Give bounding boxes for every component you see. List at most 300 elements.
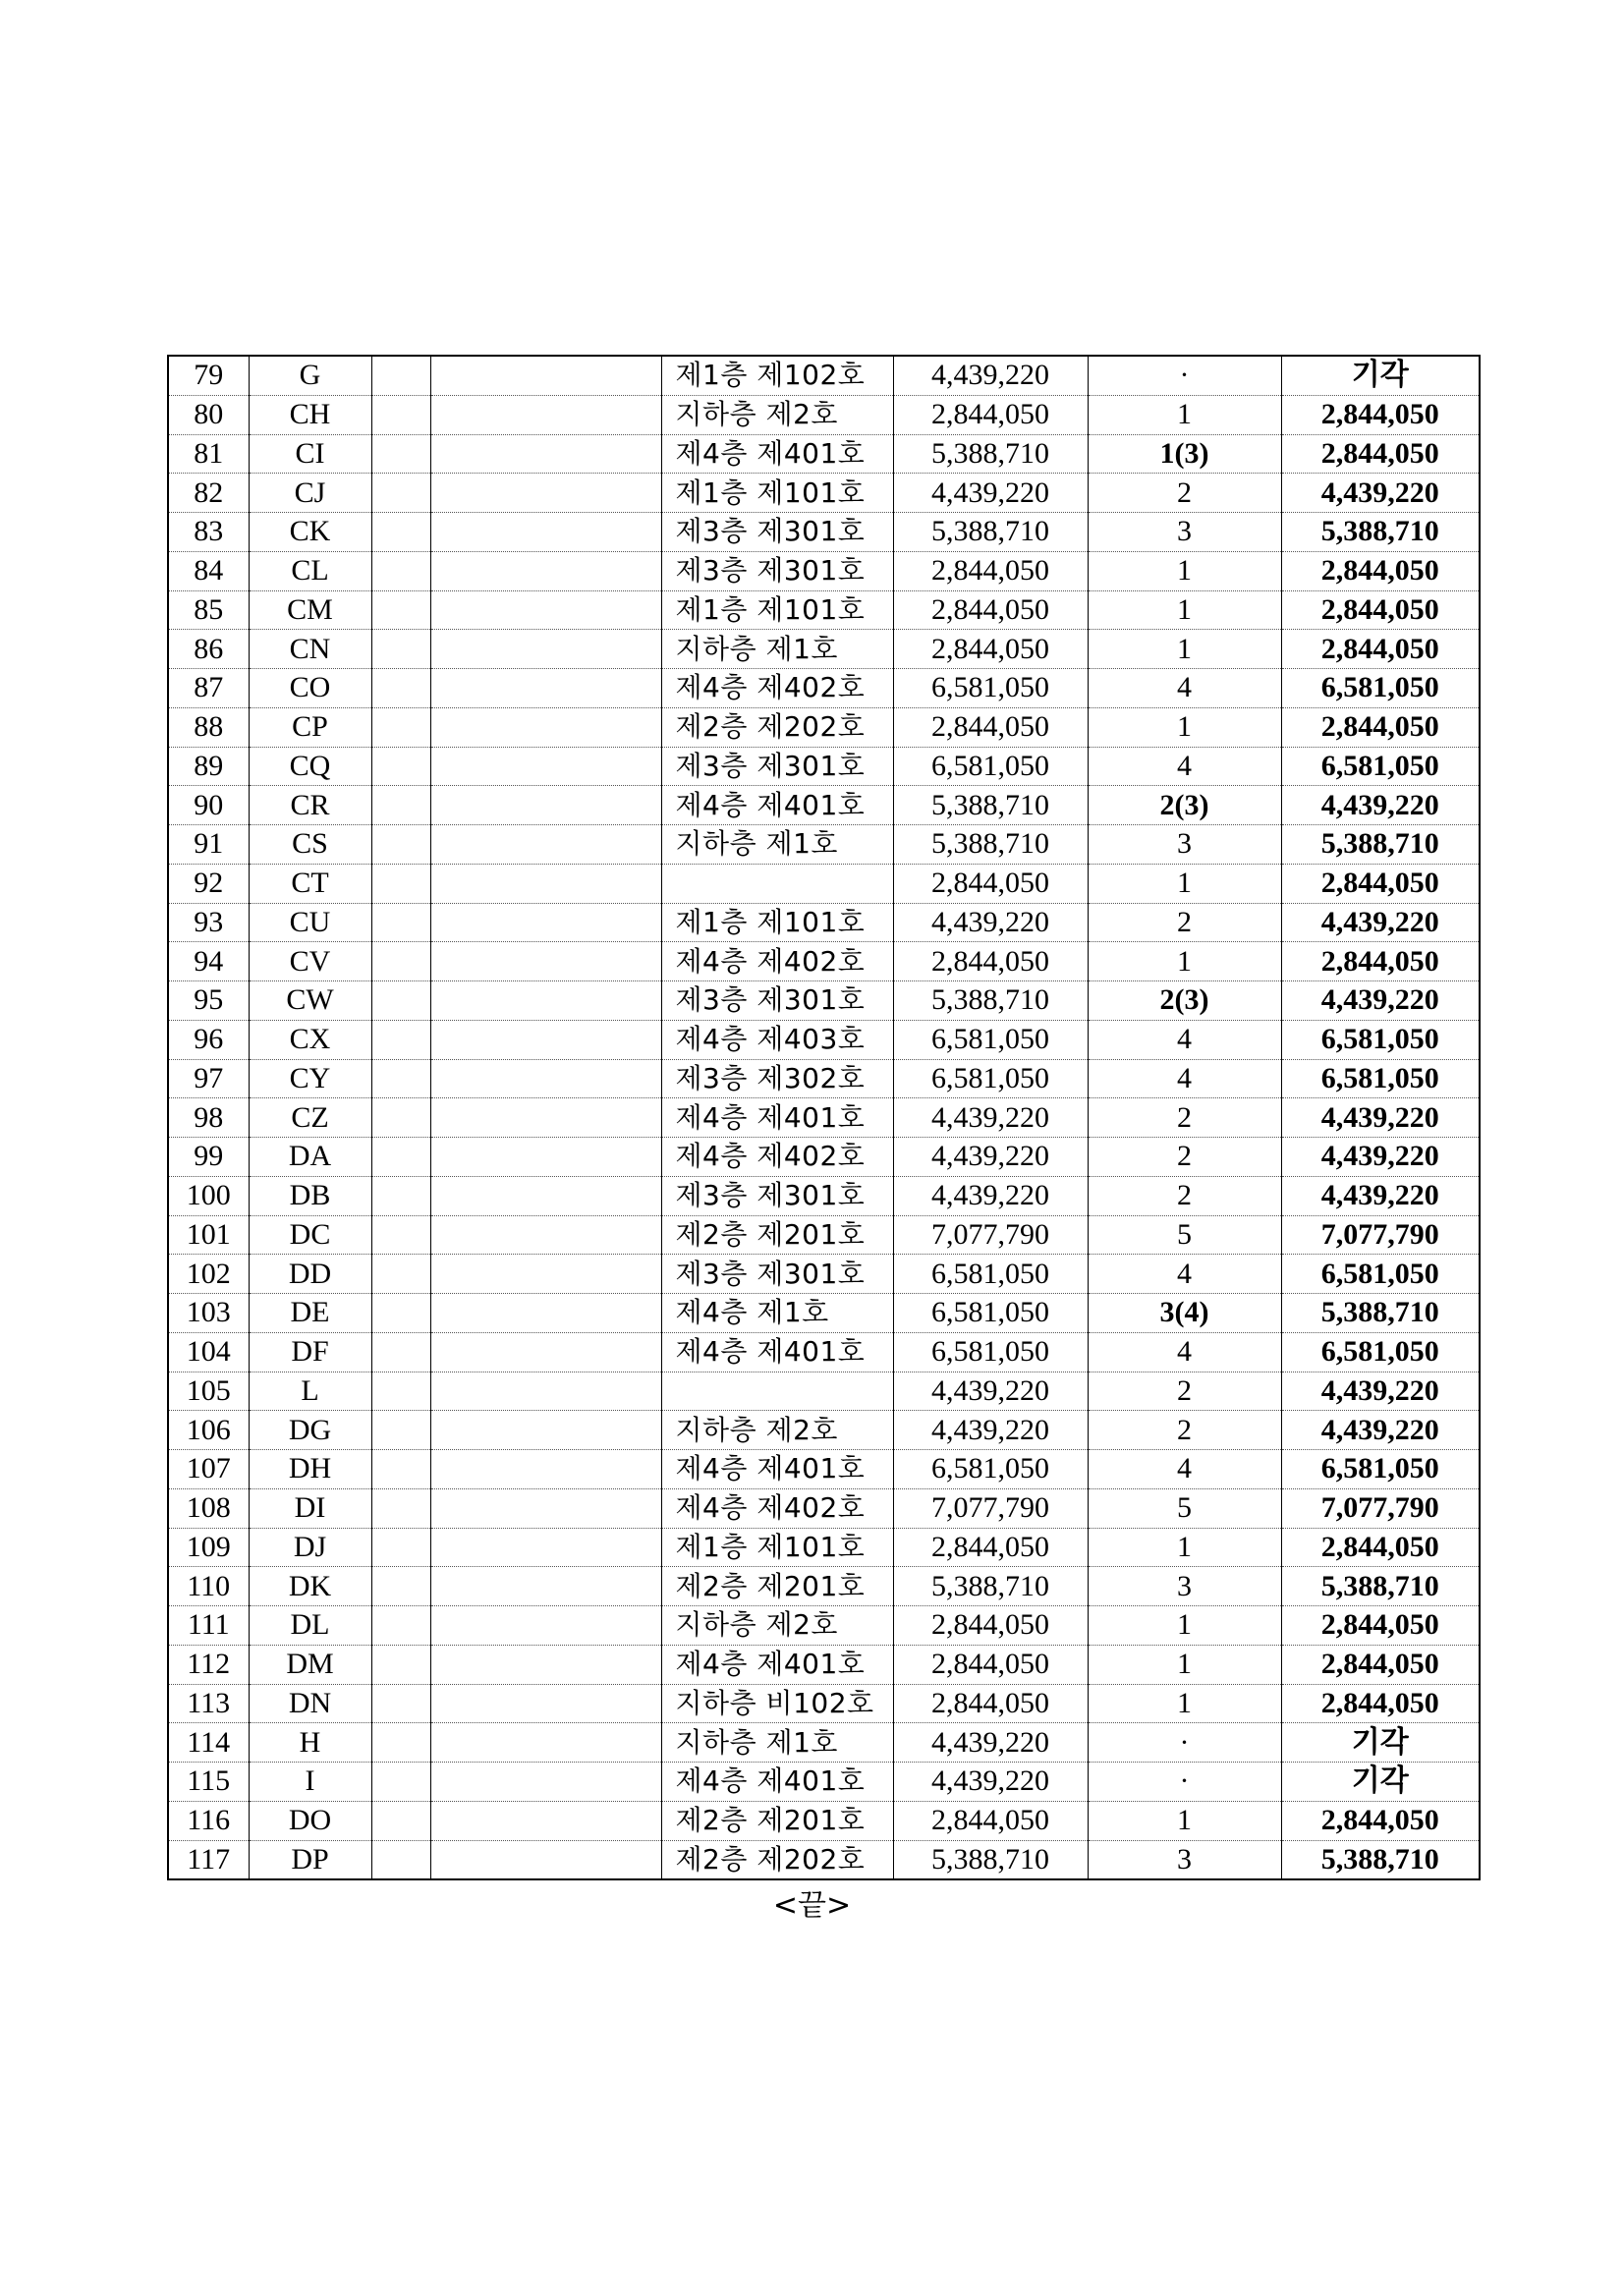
party-name-cell: CJ [249,474,371,513]
party-name-cell: DG [249,1411,371,1450]
awarded-amount-cell: 2,844,050 [1281,590,1480,630]
awarded-amount-cell: 2,844,050 [1281,630,1480,669]
grade-cell: 3 [1088,513,1281,552]
grade-cell: · [1088,1723,1281,1763]
party-name-cell: CN [249,630,371,669]
party-name-cell: DF [249,1332,371,1372]
claim-amount-cell: 2,844,050 [893,864,1088,903]
room-cell: 제3층 제301호 [661,513,893,552]
table-row [168,1645,1480,1684]
claim-amount-cell: 6,581,050 [893,1450,1088,1489]
row-number-cell: 79 [168,356,249,395]
room-cell: 제1층 제101호 [661,1528,893,1567]
grade-cell: 4 [1088,1059,1281,1098]
room-cell: 지하층 비102호 [661,1684,893,1723]
room-cell: 제3층 제302호 [661,1059,893,1098]
row-number-cell: 113 [168,1684,249,1723]
blank-column-cell [430,707,661,747]
claim-amount-cell: 2,844,050 [893,1528,1088,1567]
room-cell: 제4층 제402호 [661,669,893,708]
row-number-cell: 82 [168,474,249,513]
blank-column-cell [430,786,661,825]
awarded-amount-cell: 6,581,050 [1281,669,1480,708]
table-row [168,786,1480,825]
awarded-amount-cell: 2,844,050 [1281,395,1480,434]
claim-amount-cell: 6,581,050 [893,1020,1088,1059]
blank-column-cell [430,1684,661,1723]
blank-column-cell [430,1450,661,1489]
table-row [168,630,1480,669]
awarded-amount-cell: 7,077,790 [1281,1488,1480,1528]
blank-column-cell [430,434,661,474]
blank-column-cell [430,551,661,590]
blank-column-cell [430,1138,661,1177]
party-name-cell: CQ [249,747,371,786]
blank-column-cell [430,590,661,630]
row-number-cell: 117 [168,1840,249,1879]
awarded-amount-cell: 4,439,220 [1281,1372,1480,1411]
room-cell: 지하층 제2호 [661,395,893,434]
blank-column-cell [371,1723,430,1763]
table-row [168,590,1480,630]
claim-amount-cell: 2,844,050 [893,630,1088,669]
party-name-cell: G [249,356,371,395]
room-cell: 지하층 제1호 [661,1723,893,1763]
awarded-amount-cell: 6,581,050 [1281,1059,1480,1098]
claim-amount-cell: 7,077,790 [893,1488,1088,1528]
blank-column-cell [430,630,661,669]
party-name-cell: CI [249,434,371,474]
claims-table [167,355,1481,1880]
claim-amount-cell: 2,844,050 [893,942,1088,981]
table-row [168,1567,1480,1606]
awarded-amount-cell: 4,439,220 [1281,786,1480,825]
row-number-cell: 80 [168,395,249,434]
blank-column-cell [371,356,430,395]
claim-amount-cell: 5,388,710 [893,434,1088,474]
awarded-amount-cell: 6,581,050 [1281,747,1480,786]
blank-column-cell [430,1411,661,1450]
blank-column-cell [430,1606,661,1646]
blank-column-cell [371,1411,430,1450]
room-cell: 제4층 제401호 [661,1450,893,1489]
room-cell: 지하층 제2호 [661,1411,893,1450]
grade-cell: 2(3) [1088,981,1281,1021]
claim-amount-cell: 5,388,710 [893,1840,1088,1879]
party-name-cell: DL [249,1606,371,1646]
party-name-cell: CH [249,395,371,434]
room-cell: 제4층 제401호 [661,1098,893,1138]
blank-column-cell [430,864,661,903]
room-cell: 지하층 제2호 [661,1606,893,1646]
row-number-cell: 93 [168,903,249,942]
awarded-amount-cell: 4,439,220 [1281,1176,1480,1215]
table-row [168,474,1480,513]
table-row [168,1488,1480,1528]
grade-cell: 1 [1088,1801,1281,1840]
table-row [168,903,1480,942]
claim-amount-cell: 4,439,220 [893,1723,1088,1763]
blank-column-cell [371,434,430,474]
party-name-cell: CR [249,786,371,825]
claim-amount-cell: 2,844,050 [893,707,1088,747]
blank-column-cell [371,630,430,669]
room-cell: 제1층 제101호 [661,474,893,513]
table-row [168,434,1480,474]
blank-column-cell [371,474,430,513]
blank-column-cell [430,1255,661,1294]
row-number-cell: 101 [168,1215,249,1255]
claim-amount-cell: 2,844,050 [893,590,1088,630]
party-name-cell: I [249,1763,371,1802]
blank-column-cell [371,1840,430,1879]
row-number-cell: 84 [168,551,249,590]
blank-column-cell [371,942,430,981]
party-name-cell: CM [249,590,371,630]
table-row [168,1411,1480,1450]
room-cell: 제1층 제102호 [661,356,893,395]
blank-column-cell [371,1255,430,1294]
row-number-cell: 116 [168,1801,249,1840]
blank-column-cell [430,1020,661,1059]
grade-cell: 1 [1088,1606,1281,1646]
awarded-amount-cell: 2,844,050 [1281,1645,1480,1684]
table-row [168,1372,1480,1411]
room-cell [661,864,893,903]
table-row [168,1098,1480,1138]
row-number-cell: 98 [168,1098,249,1138]
claim-amount-cell: 6,581,050 [893,1255,1088,1294]
row-number-cell: 81 [168,434,249,474]
blank-column-cell [430,1488,661,1528]
blank-column-cell [371,1332,430,1372]
awarded-amount-cell: 4,439,220 [1281,903,1480,942]
claim-amount-cell: 4,439,220 [893,1176,1088,1215]
blank-column-cell [371,1488,430,1528]
room-cell: 제2층 제202호 [661,1840,893,1879]
blank-column-cell [371,747,430,786]
blank-column-cell [430,747,661,786]
party-name-cell: CL [249,551,371,590]
awarded-amount-cell: 6,581,050 [1281,1020,1480,1059]
room-cell: 제3층 제301호 [661,1176,893,1215]
row-number-cell: 94 [168,942,249,981]
party-name-cell: DO [249,1801,371,1840]
grade-cell: 2 [1088,1138,1281,1177]
table-row [168,825,1480,865]
party-name-cell: CZ [249,1098,371,1138]
grade-cell: 4 [1088,1255,1281,1294]
party-name-cell: CK [249,513,371,552]
table-row [168,1723,1480,1763]
table-row [168,747,1480,786]
grade-cell: 2(3) [1088,786,1281,825]
claim-amount-cell: 6,581,050 [893,1294,1088,1333]
room-cell: 제4층 제403호 [661,1020,893,1059]
party-name-cell: CY [249,1059,371,1098]
room-cell [661,1372,893,1411]
party-name-cell: DJ [249,1528,371,1567]
grade-cell: 2 [1088,903,1281,942]
row-number-cell: 110 [168,1567,249,1606]
party-name-cell: L [249,1372,371,1411]
grade-cell: 1 [1088,864,1281,903]
awarded-amount-cell: 4,439,220 [1281,1138,1480,1177]
claim-amount-cell: 4,439,220 [893,356,1088,395]
grade-cell: 1 [1088,395,1281,434]
claim-amount-cell: 5,388,710 [893,825,1088,865]
table-row [168,1176,1480,1215]
room-cell: 제2층 제201호 [661,1801,893,1840]
blank-column-cell [371,1372,430,1411]
awarded-amount-cell: 2,844,050 [1281,1606,1480,1646]
room-cell: 제3층 제301호 [661,1255,893,1294]
claim-amount-cell: 2,844,050 [893,551,1088,590]
room-cell: 제4층 제402호 [661,942,893,981]
party-name-cell: CV [249,942,371,981]
awarded-amount-cell: 4,439,220 [1281,1411,1480,1450]
blank-column-cell [430,1059,661,1098]
blank-column-cell [371,1763,430,1802]
room-cell: 제4층 제1호 [661,1294,893,1333]
grade-cell: 1 [1088,630,1281,669]
grade-cell: 5 [1088,1215,1281,1255]
row-number-cell: 92 [168,864,249,903]
awarded-amount-cell: 4,439,220 [1281,981,1480,1021]
blank-column-cell [430,1801,661,1840]
blank-column-cell [430,1332,661,1372]
grade-cell: 4 [1088,1450,1281,1489]
awarded-amount-cell: 2,844,050 [1281,1528,1480,1567]
blank-column-cell [371,825,430,865]
row-number-cell: 112 [168,1645,249,1684]
table-row [168,942,1480,981]
awarded-amount-cell: 2,844,050 [1281,1801,1480,1840]
table-row [168,1606,1480,1646]
room-cell: 제4층 제402호 [661,1138,893,1177]
grade-cell: 5 [1088,1488,1281,1528]
blank-column-cell [430,981,661,1021]
blank-column-cell [371,590,430,630]
room-cell: 제3층 제301호 [661,981,893,1021]
awarded-amount-cell: 4,439,220 [1281,474,1480,513]
blank-column-cell [371,669,430,708]
table-row [168,1332,1480,1372]
table-row [168,1528,1480,1567]
table-row [168,1020,1480,1059]
claim-amount-cell: 2,844,050 [893,1684,1088,1723]
blank-column-cell [371,1138,430,1177]
row-number-cell: 91 [168,825,249,865]
blank-column-cell [430,1098,661,1138]
row-number-cell: 95 [168,981,249,1021]
awarded-amount-cell: 7,077,790 [1281,1215,1480,1255]
grade-cell: 3 [1088,825,1281,865]
grade-cell: 2 [1088,1411,1281,1450]
awarded-amount-cell: 2,844,050 [1281,1684,1480,1723]
blank-column-cell [371,1059,430,1098]
party-name-cell: DK [249,1567,371,1606]
blank-column-cell [371,903,430,942]
grade-cell: 1(3) [1088,434,1281,474]
room-cell: 제4층 제401호 [661,434,893,474]
blank-column-cell [371,395,430,434]
party-name-cell: DE [249,1294,371,1333]
blank-column-cell [371,1528,430,1567]
grade-cell: 2 [1088,1176,1281,1215]
claim-amount-cell: 5,388,710 [893,513,1088,552]
room-cell: 제4층 제402호 [661,1488,893,1528]
party-name-cell: CS [249,825,371,865]
room-cell: 제2층 제201호 [661,1567,893,1606]
room-cell: 제4층 제401호 [661,1332,893,1372]
awarded-amount-cell: 5,388,710 [1281,1294,1480,1333]
table-row [168,981,1480,1021]
row-number-cell: 102 [168,1255,249,1294]
claim-amount-cell: 4,439,220 [893,1138,1088,1177]
grade-cell: 1 [1088,942,1281,981]
claim-amount-cell: 2,844,050 [893,395,1088,434]
room-cell: 제1층 제101호 [661,590,893,630]
claim-amount-cell: 6,581,050 [893,1332,1088,1372]
claim-amount-cell: 4,439,220 [893,474,1088,513]
room-cell: 제4층 제401호 [661,1645,893,1684]
blank-column-cell [430,1372,661,1411]
table-row [168,395,1480,434]
blank-column-cell [371,551,430,590]
party-name-cell: DP [249,1840,371,1879]
table-row [168,1684,1480,1723]
row-number-cell: 100 [168,1176,249,1215]
blank-column-cell [371,1606,430,1646]
row-number-cell: 85 [168,590,249,630]
table-body [168,356,1480,1879]
grade-cell: 3 [1088,1840,1281,1879]
party-name-cell: CW [249,981,371,1021]
grade-cell: 2 [1088,1098,1281,1138]
awarded-amount-cell: 6,581,050 [1281,1450,1480,1489]
blank-column-cell [371,864,430,903]
blank-column-cell [430,513,661,552]
awarded-amount-cell: 2,844,050 [1281,707,1480,747]
room-cell: 지하층 제1호 [661,825,893,865]
blank-column-cell [430,1528,661,1567]
blank-column-cell [430,1723,661,1763]
blank-column-cell [371,1215,430,1255]
awarded-amount-cell: 6,581,050 [1281,1332,1480,1372]
party-name-cell: DA [249,1138,371,1177]
party-name-cell: CP [249,707,371,747]
row-number-cell: 96 [168,1020,249,1059]
grade-cell: 1 [1088,1645,1281,1684]
blank-column-cell [430,903,661,942]
awarded-amount-cell: 2,844,050 [1281,864,1480,903]
blank-column-cell [371,1176,430,1215]
blank-column-cell [371,1645,430,1684]
party-name-cell: CT [249,864,371,903]
blank-column-cell [430,1567,661,1606]
row-number-cell: 111 [168,1606,249,1646]
party-name-cell: DC [249,1215,371,1255]
row-number-cell: 114 [168,1723,249,1763]
blank-column-cell [430,1215,661,1255]
blank-column-cell [430,474,661,513]
row-number-cell: 86 [168,630,249,669]
row-number-cell: 97 [168,1059,249,1098]
blank-column-cell [371,1450,430,1489]
claim-amount-cell: 2,844,050 [893,1645,1088,1684]
grade-cell: 3(4) [1088,1294,1281,1333]
blank-column-cell [371,981,430,1021]
claim-amount-cell: 4,439,220 [893,1098,1088,1138]
claim-amount-cell: 5,388,710 [893,786,1088,825]
blank-column-cell [371,1567,430,1606]
grade-cell: 1 [1088,1684,1281,1723]
table-row [168,707,1480,747]
table-row [168,551,1480,590]
row-number-cell: 106 [168,1411,249,1450]
awarded-amount-cell: 기각 [1281,356,1480,395]
awarded-amount-cell: 2,844,050 [1281,551,1480,590]
blank-column-cell [430,942,661,981]
awarded-amount-cell: 2,844,050 [1281,942,1480,981]
grade-cell: · [1088,1763,1281,1802]
blank-column-cell [371,707,430,747]
claim-amount-cell: 6,581,050 [893,669,1088,708]
blank-column-cell [430,395,661,434]
blank-column-cell [371,1294,430,1333]
end-mark: <끝> [772,1888,852,1923]
row-number-cell: 105 [168,1372,249,1411]
blank-column-cell [371,1020,430,1059]
blank-column-cell [371,1801,430,1840]
table-row [168,356,1480,395]
party-name-cell: DN [249,1684,371,1723]
table-row [168,1255,1480,1294]
grade-cell: · [1088,356,1281,395]
claim-amount-cell: 5,388,710 [893,981,1088,1021]
blank-column-cell [430,669,661,708]
grade-cell: 2 [1088,1372,1281,1411]
blank-column-cell [430,825,661,865]
table-row [168,1801,1480,1840]
blank-column-cell [371,513,430,552]
party-name-cell: DB [249,1176,371,1215]
grade-cell: 2 [1088,474,1281,513]
row-number-cell: 104 [168,1332,249,1372]
awarded-amount-cell: 2,844,050 [1281,434,1480,474]
blank-column-cell [430,1840,661,1879]
room-cell: 제2층 제202호 [661,707,893,747]
claim-amount-cell: 5,388,710 [893,1567,1088,1606]
blank-column-cell [371,786,430,825]
awarded-amount-cell: 기각 [1281,1723,1480,1763]
party-name-cell: DH [249,1450,371,1489]
table-row [168,513,1480,552]
party-name-cell: CU [249,903,371,942]
claim-amount-cell: 4,439,220 [893,1411,1088,1450]
awarded-amount-cell: 6,581,050 [1281,1255,1480,1294]
room-cell: 제4층 제401호 [661,786,893,825]
claim-amount-cell: 2,844,050 [893,1606,1088,1646]
row-number-cell: 88 [168,707,249,747]
claim-amount-cell: 4,439,220 [893,1763,1088,1802]
table-row [168,1450,1480,1489]
claim-amount-cell: 7,077,790 [893,1215,1088,1255]
grade-cell: 1 [1088,551,1281,590]
party-name-cell: H [249,1723,371,1763]
claim-amount-cell: 4,439,220 [893,903,1088,942]
